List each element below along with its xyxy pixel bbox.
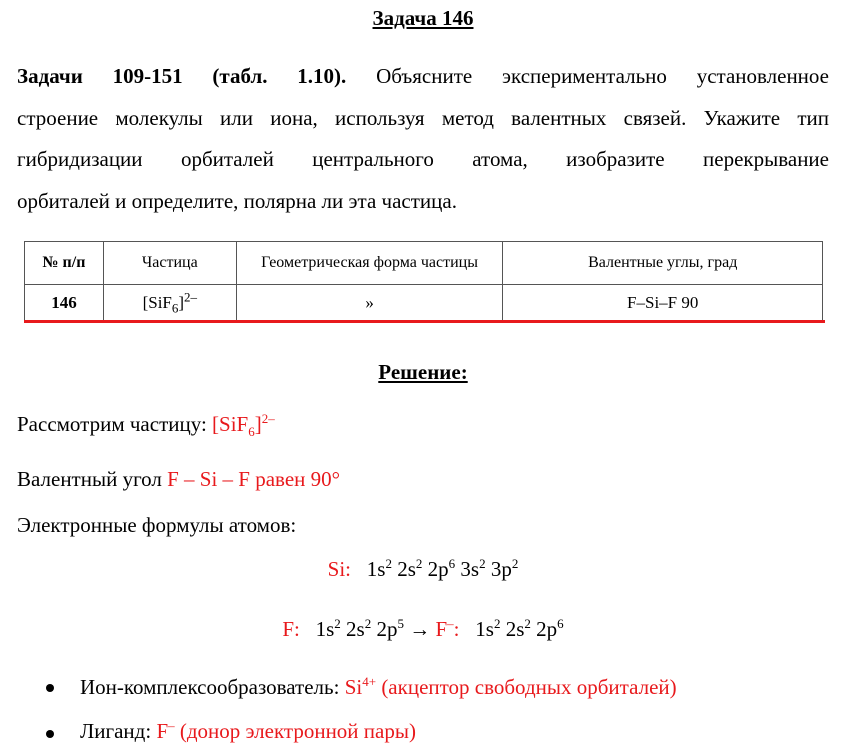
table-cell-angles: F–Si–F 90 (503, 285, 823, 322)
ion-charge: – (168, 718, 175, 733)
orbital-term (460, 557, 485, 581)
orbital-base: 2s (505, 617, 525, 641)
task-title: Задача 146 (372, 6, 474, 30)
orbital-term (428, 557, 456, 581)
orbital-base: 2p (376, 617, 398, 641)
orbital-exponent: 6 (448, 556, 456, 571)
ion-symbol: F (156, 719, 169, 743)
table-header-number: № п/п (25, 242, 104, 285)
orbital-exponent: 2 (493, 616, 501, 631)
particle-close: ] (178, 293, 185, 312)
si-config (367, 557, 519, 581)
orbital-term (475, 617, 500, 641)
task-lead: Задачи 109-151 (табл. 1.10). (17, 64, 347, 88)
orbital-term (367, 557, 392, 581)
f-ion-config (475, 617, 563, 641)
table-cell-particle (103, 285, 236, 322)
orbital-base: 2s (346, 617, 365, 641)
orbital-base: 1s (366, 557, 386, 581)
consider-line (17, 411, 275, 440)
task-line-1-rest: Объясните экспериментально установленное (376, 64, 829, 88)
bullet-label: Ион-комплексообразователь: (80, 675, 345, 699)
orbital-base: 2s (397, 557, 416, 581)
orbital-term (536, 617, 564, 641)
table-header-row (25, 242, 823, 285)
f-config (316, 617, 404, 641)
orbital-exponent: 5 (397, 616, 404, 631)
orbital-base: 1s (315, 617, 335, 641)
orbital-exponent: 2 (524, 616, 531, 631)
orbital-exponent: 2 (415, 556, 423, 571)
bullet-item-ligand (80, 719, 416, 744)
task-line-3: гибридизации орбиталей центрального атома, изобразите перекрывание (17, 147, 829, 171)
table-header-angles: Валентные углы, град (503, 242, 823, 285)
orbital-exponent: 6 (557, 616, 564, 631)
particle-charge: 2– (184, 289, 198, 305)
angle-value: F – Si – F равен 90° (167, 467, 341, 491)
arrow-icon: → (409, 617, 431, 641)
ion-note: (донор электронной пары) (174, 719, 416, 743)
bullet-red-part (345, 675, 677, 699)
consider-particle (212, 411, 275, 440)
table-row (25, 285, 823, 322)
angle-label: Валентный угол (17, 467, 168, 491)
bullet-red-part (156, 719, 416, 743)
f-config-line (0, 617, 846, 642)
orbital-exponent: 2 (511, 556, 519, 571)
table-header-shape: Геометрическая форма частицы (236, 242, 503, 285)
task-statement (17, 56, 829, 222)
ion-charge: 4+ (362, 674, 377, 689)
particle-sub: 6 (171, 300, 179, 316)
table-header-particle: Частица (103, 242, 236, 285)
orbital-term (397, 557, 422, 581)
orbital-base: 3p (490, 557, 512, 581)
f-ion-symbol: F (435, 617, 448, 641)
orbital-base: 2p (427, 557, 449, 581)
bullet-label: Лиганд: (80, 719, 157, 743)
orbital-base: 3s (460, 557, 480, 581)
si-config-line (0, 557, 846, 582)
orbital-term (491, 557, 519, 581)
formulas-label: Электронные формулы атомов: (17, 513, 297, 537)
orbital-term (316, 617, 341, 641)
orbital-base: 2p (536, 617, 558, 641)
consider-label: Рассмотрим частицу: (17, 412, 213, 436)
particle-base: [SiF (142, 293, 172, 312)
orbital-term (376, 617, 404, 641)
ion-note: (акцептор свободных орбиталей) (376, 675, 677, 699)
f-ion-charge: – (447, 616, 454, 631)
solution-title: Решение: (378, 360, 468, 384)
si-label: Si: (327, 557, 352, 581)
table-cell-number: 146 (25, 285, 104, 322)
orbital-exponent: 2 (364, 616, 372, 631)
solution-particle-base: [SiF (212, 412, 249, 436)
reference-table (24, 241, 823, 322)
bullet-item-complexing-ion (80, 675, 677, 700)
table-underline (24, 320, 825, 323)
ion-symbol: Si (344, 675, 363, 699)
orbital-exponent: 2 (479, 556, 486, 571)
solution-particle-sub: 6 (248, 424, 255, 440)
orbital-base: 1s (475, 617, 494, 641)
orbital-term (346, 617, 371, 641)
orbital-exponent: 2 (334, 616, 341, 631)
orbital-term (506, 617, 531, 641)
task-line-1 (17, 56, 829, 98)
table-cell-shape: » (236, 285, 503, 322)
bullet-icon (46, 684, 54, 692)
task-line-4: орбиталей и определите, полярна ли эта частица. (17, 188, 457, 213)
f-ion-label: F–: (435, 616, 460, 641)
solution-particle-charge: 2– (261, 411, 275, 426)
orbital-exponent: 2 (385, 556, 392, 571)
task-line-2: строение молекулы или иона, используя метод валентных связей. Укажите тип (17, 105, 829, 130)
solution-particle-close: ] (254, 412, 262, 436)
f-label: F: (282, 617, 300, 641)
angle-line (17, 467, 340, 492)
